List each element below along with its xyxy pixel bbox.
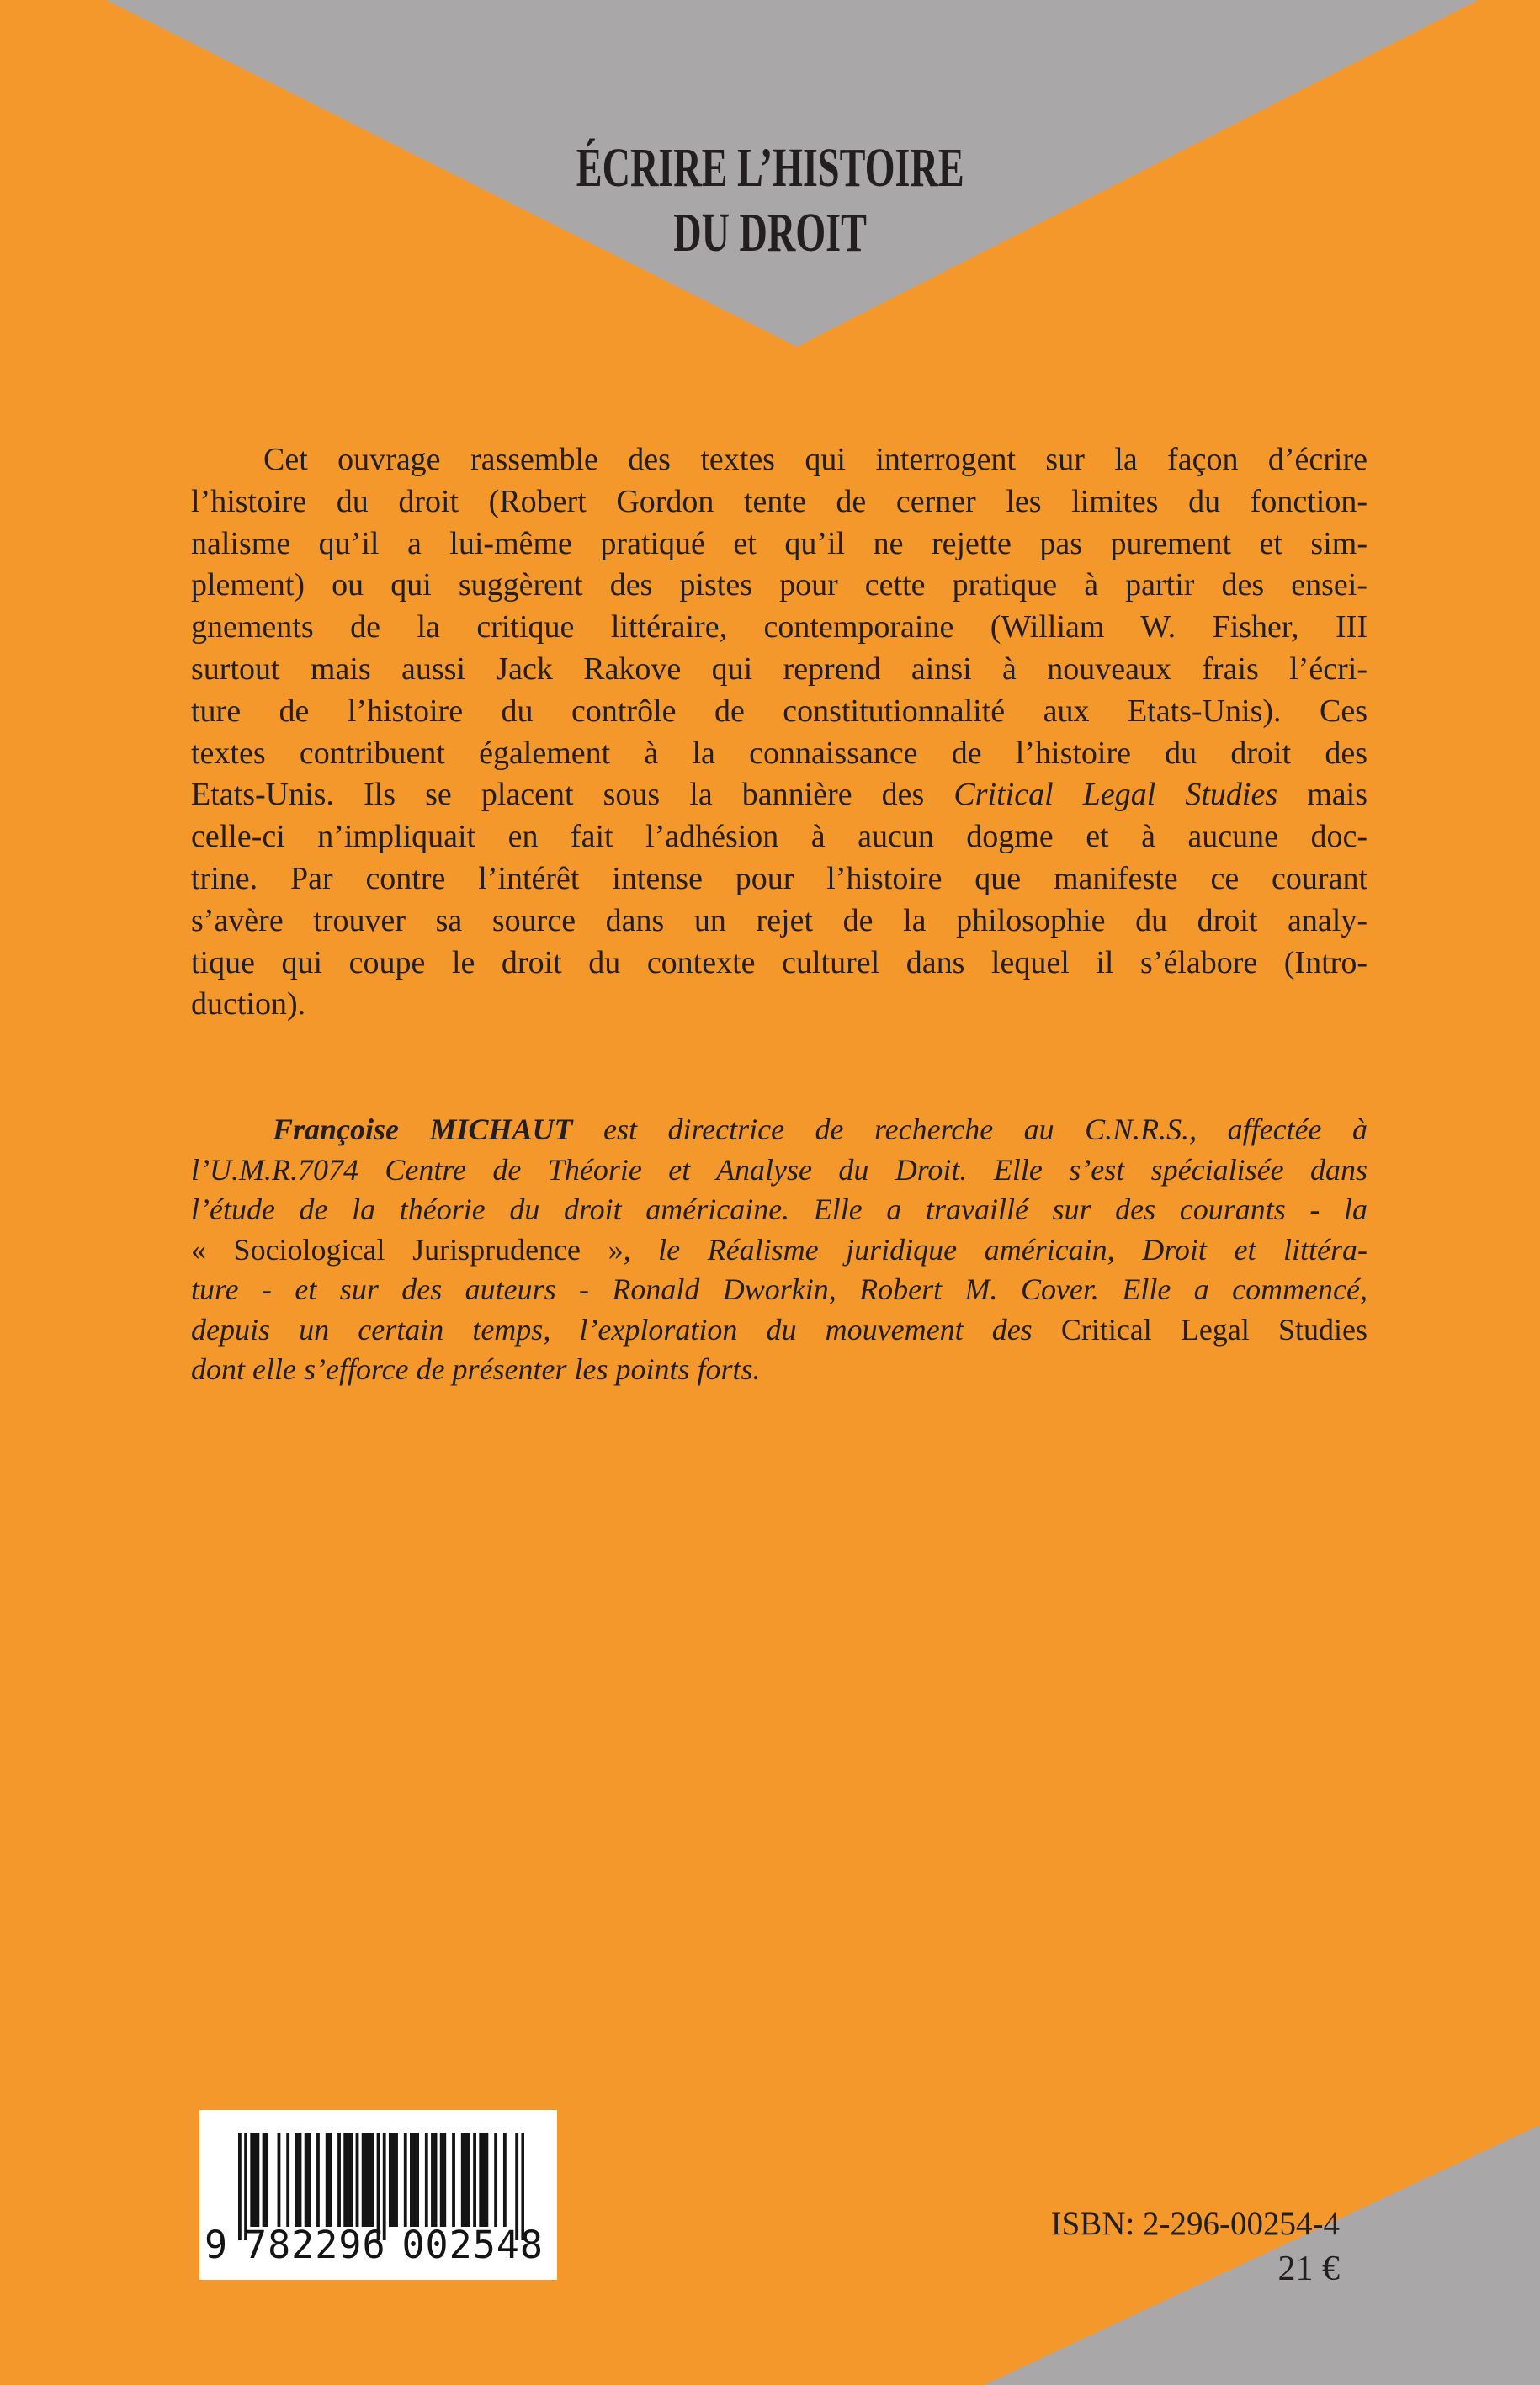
text-segment: est directrice de recherche au C.N.R.S., affectée à <box>572 1113 1367 1146</box>
text-segment: s’avère trouver sa source dans un rejet de la philosophie du droit analy- <box>191 902 1367 938</box>
text-segment: textes contribuent également à la connaissance de l’histoire du droit des <box>191 735 1367 771</box>
text-line <box>191 481 1367 523</box>
text-line <box>191 774 1367 816</box>
text-segment: nalisme qu’il a lui-même pratiqué et qu’il ne rejette pas purement et sim- <box>191 525 1367 561</box>
book-title <box>0 135 1540 265</box>
text-line <box>191 1270 1367 1310</box>
text-line <box>191 565 1367 607</box>
title-line-2-text: DU DROIT <box>673 202 867 263</box>
barcode-digits <box>204 2224 544 2266</box>
text-line <box>191 1310 1367 1351</box>
text-segment: tique qui coupe le droit du contexte culturel dans lequel il s’élabore (Intro- <box>191 944 1367 980</box>
text-segment: « Sociological Jurisprudence » <box>191 1232 624 1267</box>
text-line <box>191 439 1367 481</box>
text-segment: ture - et sur des auteurs - Ronald Dworkin, Robert M. Cover. Elle a commencé, <box>191 1272 1367 1306</box>
text-line <box>191 1110 1367 1150</box>
text-segment: trine. Par contre l’intérêt intense pour l’histoire que manifeste ce courant <box>191 860 1367 896</box>
text-segment: gnements de la critique littéraire, contemporaine (William W. Fisher, III <box>191 609 1367 645</box>
text-line <box>191 523 1367 566</box>
text-line <box>191 1350 1367 1390</box>
text-segment: Critical Legal Studies <box>953 777 1278 813</box>
text-line <box>191 984 1367 1026</box>
text-line <box>191 816 1367 858</box>
text-line <box>191 1190 1367 1230</box>
barcode-digit-group-3: 002548 <box>401 2223 544 2267</box>
text-segment: mais <box>1277 777 1367 813</box>
text-segment: l’étude de la théorie du droit américaine. Elle a travaillé sur des courants - la <box>191 1192 1367 1226</box>
text-segment: dont elle s’efforce de présenter les points forts. <box>191 1352 761 1386</box>
title-line-1-text: ÉCRIRE L’HISTOIRE <box>576 137 964 199</box>
isbn-text: ISBN: 2-296-00254-4 <box>1050 2206 1340 2242</box>
text-segment: celle-ci n’impliquait en fait l’adhésion à aucun dogme et à aucune doc- <box>191 819 1367 855</box>
footer-pricing <box>1051 2203 1340 2292</box>
title-line-1 <box>0 135 1540 200</box>
text-segment: ture de l’histoire du contrôle de constitutionnalité aux Etats-Unis). Ces <box>191 693 1367 729</box>
text-segment: l’histoire du droit (Robert Gordon tente de cerner les limites du fonction- <box>191 483 1367 519</box>
text-line <box>191 607 1367 649</box>
description-paragraph <box>191 439 1367 1026</box>
text-segment: plement) ou qui suggèrent des pistes pour cette pratique à partir des ensei- <box>191 567 1367 603</box>
text-segment: Cet ouvrage rassemble des textes qui interrogent sur la façon d’écrire <box>263 442 1367 477</box>
author-paragraph <box>191 1110 1367 1390</box>
text-line <box>191 900 1367 943</box>
text-line <box>191 1230 1367 1271</box>
barcode <box>199 2110 557 2280</box>
text-segment: surtout mais aussi Jack Rakove qui reprend ainsi à nouveaux frais l’écri- <box>191 651 1367 687</box>
title-line-2 <box>0 200 1540 265</box>
text-segment: , le Réalisme juridique américain, Droit et littéra- <box>623 1232 1367 1267</box>
text-line <box>191 649 1367 691</box>
text-line <box>191 943 1367 985</box>
text-line <box>191 733 1367 775</box>
price-text: 21 € <box>1277 2250 1340 2288</box>
barcode-digit-group-2: 782296 <box>243 2223 386 2267</box>
text-segment: duction). <box>191 986 306 1023</box>
text-line <box>191 1150 1367 1191</box>
text-segment: Françoise MICHAUT <box>273 1113 573 1146</box>
barcode-digit-group-1: 9 <box>204 2223 229 2267</box>
text-segment: Critical Legal Studies <box>1060 1312 1367 1347</box>
text-line <box>191 858 1367 900</box>
text-line <box>191 691 1367 733</box>
text-segment: Etats-Unis. Ils se placent sous la bannière des <box>191 777 954 813</box>
text-segment: l’U.M.R.7074 Centre de Théorie et Analyse du Droit. Elle s’est spécialisée dans <box>191 1152 1367 1187</box>
text-segment: depuis un certain temps, l’exploration du mouvement des <box>191 1312 1061 1347</box>
